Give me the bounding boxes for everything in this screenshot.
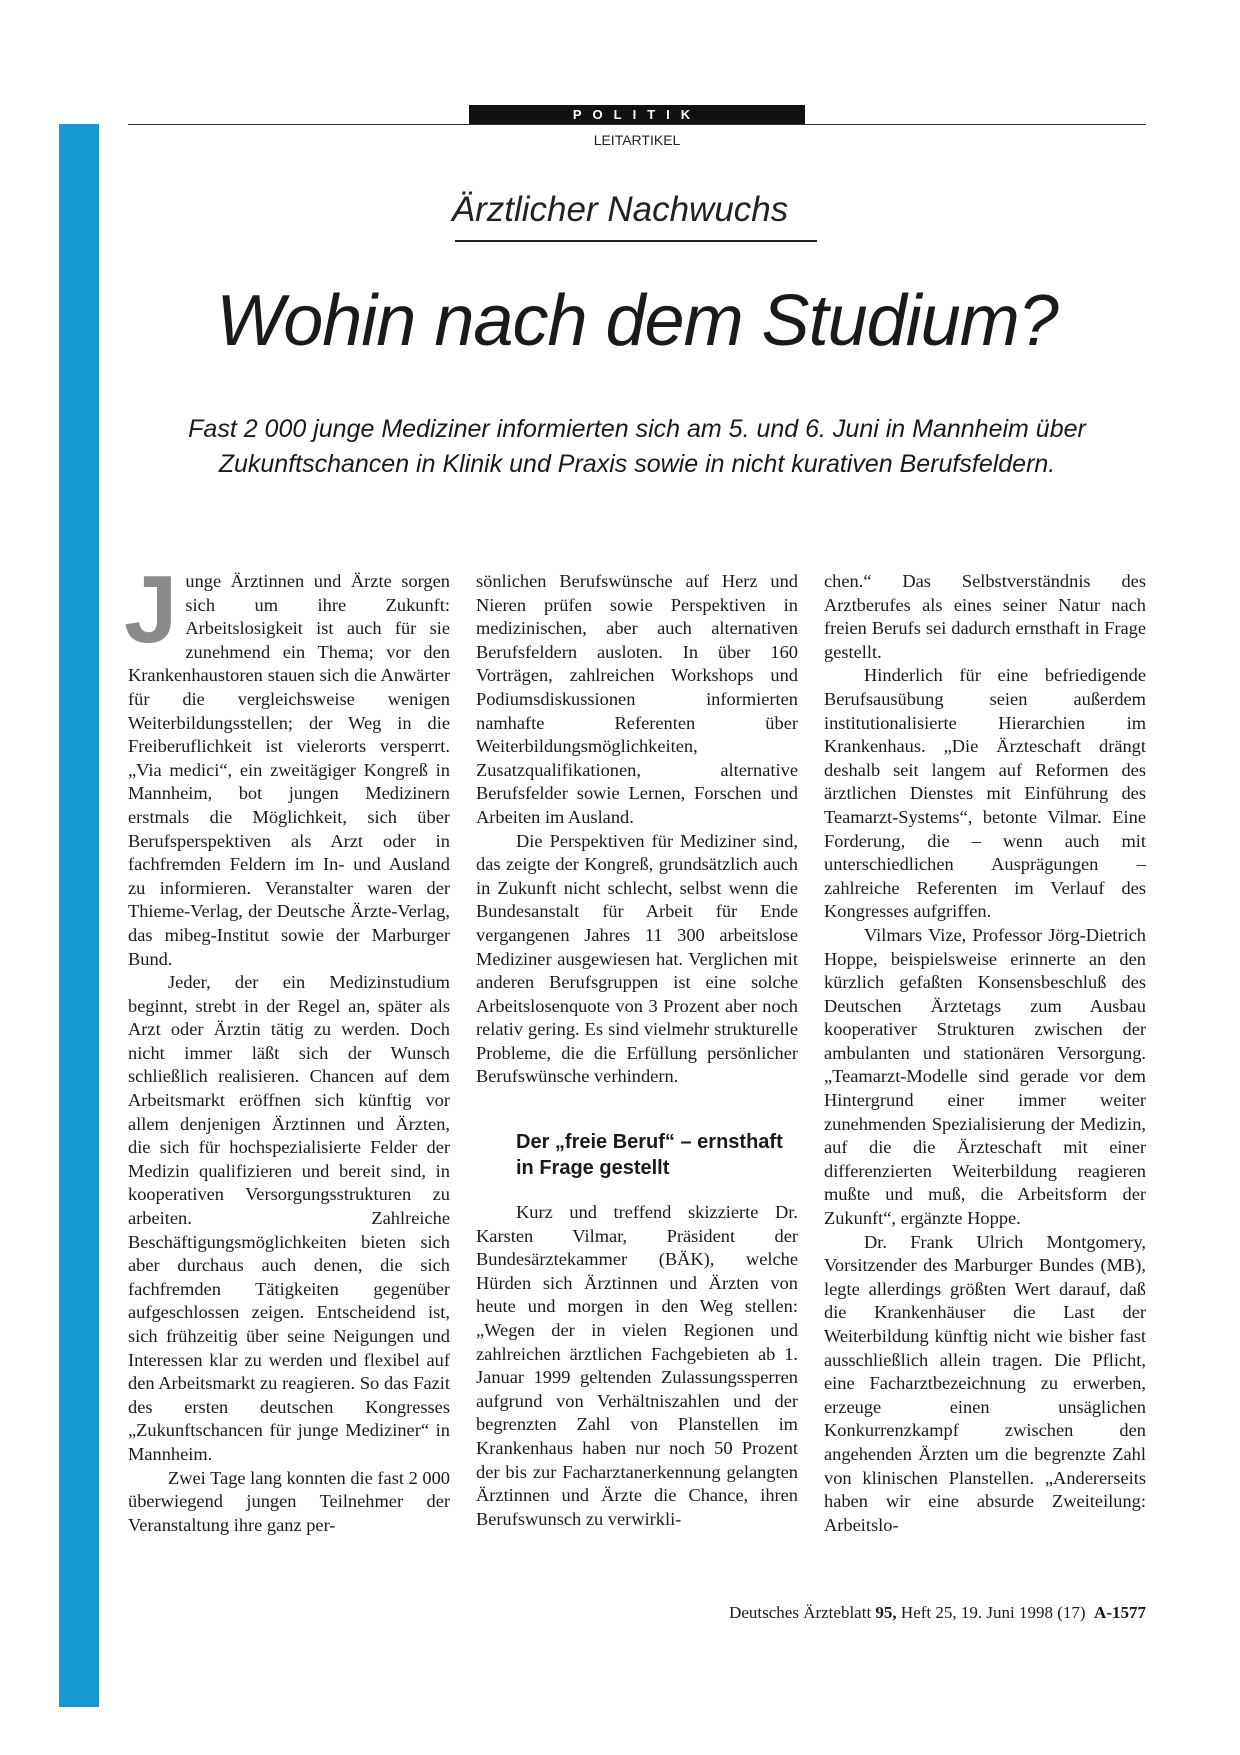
column-1	[124, 556, 450, 1537]
sidebar-color-bar	[59, 124, 99, 1707]
section-label: POLITIK	[469, 105, 805, 124]
subsection-label: LEITARTIKEL	[593, 132, 681, 148]
section-subhead: Der „freie Beruf“ – ernsthaft in Frage gestellt	[516, 1131, 783, 1180]
paragraph: Vilmars Vize, Professor Jörg-Dietrich Hoppe, beispielsweise erinnerte an den kürzlich gefaßten Konsensbeschluß des Deutschen Ärztetags zum Ausbau kooperativer Strukturen zwischen der ambulanten und stationären Versorgung. „Teamarzt-Modelle sind gerade vor dem Hintergrund einer immer weiter zunehmenden Spezialisierung der Medizin, auf die die Ärzteschaft mit einer differenzierten Weiterbildung reagieren mußte und muß, die Arbeitsform der Zukunft“, ergänzte Hoppe.	[824, 924, 1146, 1229]
article-lead: Fast 2 000 junge Mediziner informierten sich am 5. und 6. Juni in Mannheim über Zukunftschancen in Klinik und Praxis sowie in nicht kurativen Berufsfeldern.	[188, 415, 1086, 478]
journal-volume: 95,	[875, 1603, 897, 1622]
article-body	[124, 556, 1146, 1600]
issue-info: Heft 25, 19. Juni 1998 (17)	[900, 1603, 1086, 1622]
paragraph: Zwei Tage lang konnten die fast 2 000 überwiegend jungen Teilnehmer der Veranstaltung ihre ganz per-	[128, 1467, 450, 1535]
paragraph: chen.“ Das Selbstverständnis des Arztberufes als eines seiner Natur nach freien Berufs sei dadurch ernsthaft in Frage gestellt.	[824, 571, 1146, 662]
column-2	[476, 570, 798, 1531]
paragraph: Die Perspektiven für Mediziner sind, das zeigte der Kongreß, grundsätzlich auch in Zukunft nicht schlecht, selbst wenn die Bundesanstalt für Arbeit für Ende vergangenen Jahres 11 300 arbeitslose Mediziner ausgewiesen hat. Verglichen mit anderen Berufsgruppen ist eine solche Arbeitslosenquote von 3 Prozent aber noch relativ gering. Es sind vielmehr strukturelle Probleme, die die Erfüllung persönlicher Berufswünsche verhindern.	[476, 830, 798, 1087]
header-rule	[128, 124, 1146, 125]
drop-cap: J	[124, 556, 178, 663]
page-number: A-1577	[1094, 1603, 1146, 1622]
article-headline: Wohin nach dem Studium?	[216, 281, 1058, 361]
paragraph: Dr. Frank Ulrich Montgomery, Vorsitzender des Marburger Bundes (MB), legte allerdings größten Wert darauf, daß die Krankenhäuser die Last der Weiterbildung künftig nicht wie bisher fast ausschließlich allein tragen. Die Pflicht, eine Facharztbezeichnung zu erwerben, erzeuge einen unsäglichen Konkurrenzkampf zwischen den angehenden Ärzten um die begrenzte Zahl von klinischen Planstellen. „Andererseits haben wir eine absurde Zweiteilung: Arbeitslo-	[824, 1231, 1146, 1535]
paragraph: Jeder, der ein Medizinstudium beginnt, strebt in der Regel an, später als Arzt oder Ärztin tätig zu werden. Doch nicht immer läßt sich der Wunsch schließlich realisieren. Chancen auf dem Arbeitsmarkt eröffnen sich künftig vor allem denjenigen Ärztinnen und Ärzten, die sich für hochspezialisierte Felder der Medizin qualifizieren und bereit sind, in kooperativen Versorgungsstrukturen zu arbeiten. Zahlreiche Beschäftigungsmöglichkeiten bieten sich aber durchaus auch denen, die sich fachfremden Tätigkeiten gegenüber aufgeschlossen zeigen. Entscheidend ist, sich frühzeitig über seine Neigungen und Interessen klar zu werden und flexibel auf den Arbeitsmarkt zu reagieren. So das Fazit des ersten deutschen Kongresses „Zukunftschancen für junge Mediziner“ in Mannheim.	[128, 972, 450, 1464]
page-footer	[729, 1603, 1146, 1623]
paragraph: Junge Ärztinnen und Ärzte sorgen sich um ihre Zukunft: Arbeitslosigkeit ist auch für sie zunehmend ein Thema; vor den Krankenhaustoren stauen sich die Anwärter für die vergleichsweise wenigen Weiterbildungsstellen; der Weg in die Freiberuflichkeit ist vielerorts versperrt. „Via medici“, ein zweitägiger Kongreß in Mannheim, bot jungen Medizinern erstmals die Möglichkeit, sich über Berufsperspektiven als Arzt oder in fachfremden Feldern im In- und Ausland zu informieren. Veranstalter waren der Thieme-Verlag, der Deutsche Ärzte-Verlag, das mibeg-Institut sowie der Marburger Bund.	[124, 556, 450, 969]
journal-name: Deutsches Ärzteblatt	[729, 1603, 872, 1622]
paragraph: sönlichen Berufswünsche auf Herz und Nieren prüfen sowie Perspektiven in medizinischen, aber auch alternativen Berufsfeldern ausloten. In über 160 Vorträgen, zahlreichen Workshops und Podiumsdiskussionen informierten namhafte Referenten über Weiterbildungsmöglichkeiten, Zusatzqualifikationen, alternative Berufsfelder sowie Lernen, Forschen und Arbeiten im Ausland.	[476, 571, 798, 827]
article-kicker: Ärztlicher Nachwuchs	[451, 190, 789, 229]
kicker-underline	[455, 240, 817, 242]
paragraph: Kurz und treffend skizzierte Dr. Karsten Vilmar, Präsident der Bundesärztekammer (BÄK), welche Hürden sich Ärztinnen und Ärzten von heute und morgen in den Weg stellen: „Wegen der in vielen Regionen und zahlreichen ärztlichen Fachgebieten ab 1. Januar 1999 geltenden Zulassungssperren aufgrund von Verhältniszahlen und der begrenzten Zahl von Planstellen im Krankenhaus haben nur noch 50 Prozent der bis zur Facharztanerkennung gelangten Ärztinnen und Ärzte die Chance, ihren Berufswunsch zu verwirkli-	[476, 1202, 798, 1529]
paragraph: Hinderlich für eine befriedigende Berufsausübung seien außerdem institutionalisierte Hierarchien im Krankenhaus. „Die Ärzteschaft drängt deshalb seit langem auf Reformen des ärztlichen Dienstes mit Einführung des Teamarzt-Systems“, betonte Vilmar. Eine Forderung, die – wenn auch mit unterschiedlichen Ausprägungen – zahlreiche Referenten im Verlauf des Kongresses aufgriffen.	[824, 665, 1146, 922]
column-3	[824, 570, 1146, 1537]
